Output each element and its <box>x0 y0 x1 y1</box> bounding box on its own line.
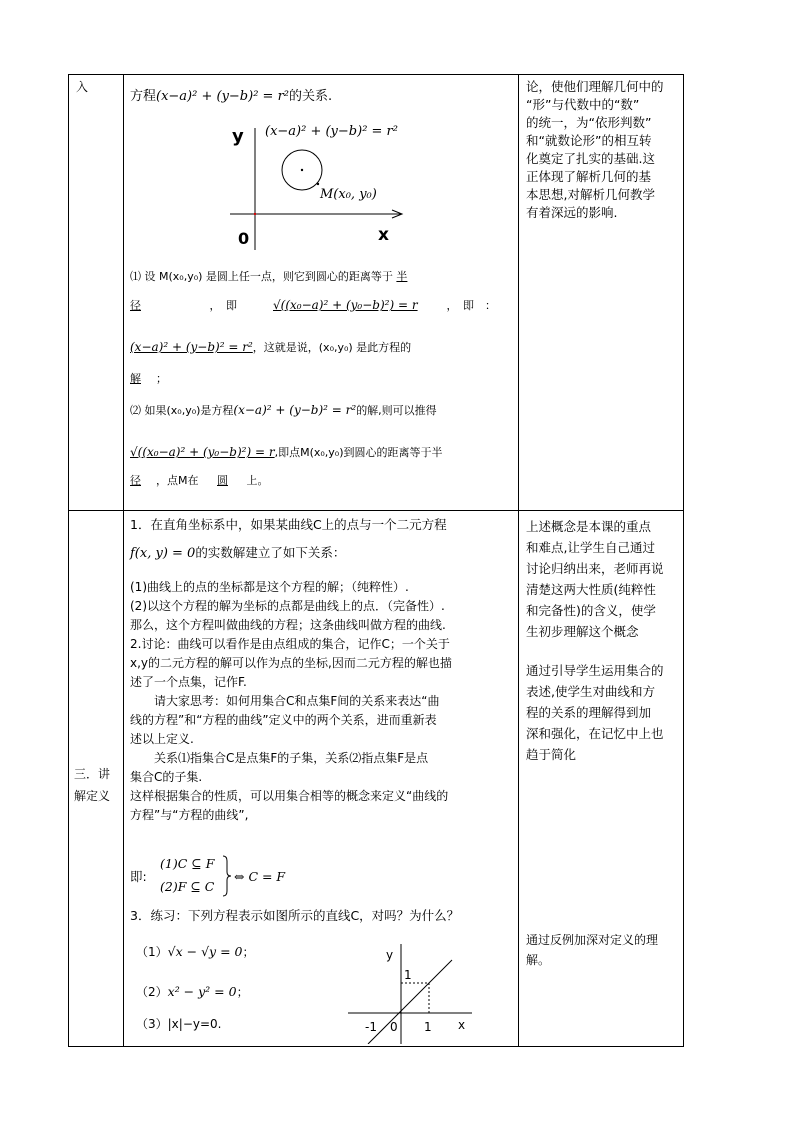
conditions-block <box>130 578 452 825</box>
p2-distance-eq: √((x₀−a)² + (y₀−b)²) = r <box>130 445 275 459</box>
row2-notes-c <box>526 930 658 970</box>
note-line: 通过引导学生运用集合的 <box>526 663 664 678</box>
definition-conclusion: 那么，这个方程叫做曲线的方程；这条曲线叫做方程的曲线. <box>130 618 446 632</box>
relation-line: 关系⑴指集合C是点集F的子集，关系⑵指点集F是点 <box>130 751 429 765</box>
set-relation-1: (1)C ⊆ F <box>160 856 215 871</box>
p2-text-b: 的解,则可以推得 <box>356 404 437 417</box>
p2-text-c: ,即点M(x₀,y₀)到圆心的距离等于半 <box>274 446 443 459</box>
ex2-end: ； <box>236 985 249 999</box>
note-line: 生初步理解这个概念 <box>526 624 639 639</box>
circle-equation: (x−a)² + (y−b)² = r² <box>156 89 289 104</box>
thinking-line: 述以上定义. <box>130 732 194 746</box>
note-line: 本思想,对解析几何教学 <box>526 187 655 202</box>
row-label: 入 <box>76 80 89 94</box>
s1-text-b: 的实数解建立了如下关系： <box>195 545 346 560</box>
row2-label <box>74 763 110 807</box>
note-line: 和难点,让学生自己通过 <box>526 540 655 555</box>
condition-purity: (1)曲线上的点的坐标都是这个方程的解；（纯粹性）. <box>130 580 409 594</box>
graph-one-x: 1 <box>424 1020 432 1034</box>
ex2-equation: x² − y² = 0 <box>167 984 237 999</box>
p2-text-f: 上。 <box>246 474 269 487</box>
intro-end: 的关系. <box>289 89 333 104</box>
graph-y-label: y <box>386 948 394 962</box>
note-line: 讨论归纳出来，老师再说 <box>526 561 664 576</box>
note-line: “形”与代数中的“数” <box>526 97 640 112</box>
p1-blank-radius: 半 <box>396 270 408 283</box>
note-line: 趋于简化 <box>526 747 577 762</box>
set-definition-line: 方程”与“方程的曲线”, <box>130 808 249 822</box>
fig-x-label: x <box>378 225 389 245</box>
graph-neg-one: -1 <box>365 1020 377 1034</box>
point-m <box>317 183 319 185</box>
note-line: 通过反例加深对定义的理 <box>526 933 659 947</box>
exercise-3: （3）|x|−y=0. <box>136 1017 222 1031</box>
intro-text: 方程 <box>130 89 157 104</box>
p1-text-e: ； <box>156 372 167 385</box>
fig-y-label: y <box>232 126 244 147</box>
note-line: 解。 <box>526 953 551 967</box>
note-line: 论，使他们理解几何中的 <box>526 79 664 94</box>
note-line: 表述,使学生对曲线和方 <box>526 684 655 699</box>
graph-zero: 0 <box>390 1020 398 1034</box>
set-result: ⇔ C = F <box>234 869 286 884</box>
row1-notes <box>526 78 664 222</box>
ex1-label: （1） <box>136 945 168 959</box>
set-relation-2: (2)F ⊆ C <box>160 879 215 894</box>
relation-line: 集合C的子集. <box>130 770 203 784</box>
s1-equation: f(x, y) = 0 <box>130 546 196 561</box>
note-line: 有着深远的影响. <box>526 205 618 220</box>
p2-line3 <box>130 472 269 490</box>
p1-line4 <box>130 370 167 388</box>
p2-blank-radius: 径 <box>130 474 141 487</box>
discussion-line: 2.讨论：曲线可以看作是由点组成的集合，记作C；一个关于 <box>130 637 450 651</box>
p2-line2 <box>130 443 442 462</box>
ex1-end: ； <box>242 945 255 959</box>
p1-blank-radius-2: 径 <box>130 299 141 312</box>
exercise-2 <box>136 983 249 1001</box>
p2-circle-eq: (x−a)² + (y−b)² = r² <box>233 403 357 417</box>
note-line: 清楚这两大性质(纯粹性 <box>526 582 656 597</box>
ex1-equation: √x − √y = 0 <box>167 944 243 959</box>
note-line: 正体现了解析几何的基 <box>526 169 652 184</box>
set-prefix: 即: <box>130 869 147 884</box>
note-line: 和完备性)的含义，使学 <box>526 603 656 618</box>
note-line: 和“就数论形”的相互转 <box>526 133 652 148</box>
row2-label-line1: 三．讲 <box>74 767 111 781</box>
circle-center <box>301 169 303 171</box>
p2-line1 <box>130 401 437 420</box>
fig-origin-label: 0 <box>238 229 250 248</box>
note-line: 程的关系的理解得到加 <box>526 705 652 720</box>
exercise-1 <box>136 943 255 961</box>
row2-notes-a <box>526 516 664 642</box>
row2-notes-b <box>526 660 664 765</box>
ex2-label: （2） <box>136 985 168 999</box>
graph-x-label: x <box>458 1018 466 1032</box>
condition-completeness: (2)以这个方程的解为坐标的点都是曲线上的点．（完备性）. <box>130 599 445 613</box>
p1-text-a: ⑴ 设 M(x₀,y₀) 是圆上任一点，则它到圆心的距离等于 <box>130 270 393 283</box>
origin-dot <box>254 213 256 215</box>
discussion-line: 述了一个点集，记作F. <box>130 675 247 689</box>
graph-one-y: 1 <box>404 968 412 982</box>
thinking-line: 请大家思考：如何用集合C和点集F间的关系来表达“曲 <box>130 694 440 708</box>
fig-circle-eq: (x−a)² + (y−b)² = r² <box>265 124 398 139</box>
p1-circle-eq: (x−a)² + (y−b)² = r² <box>130 340 253 354</box>
intro-line <box>130 88 332 106</box>
note-line: 的统一，为“依形判数” <box>526 115 652 130</box>
p2-blank-circle: 圆 <box>217 474 228 487</box>
p1-distance-eq: √((x₀−a)² + (y₀−b)²) = r <box>273 298 418 312</box>
p2-text-a: ⑵ 如果(x₀,y₀)是方程 <box>130 404 234 417</box>
p1-text-c: ， 即 ： <box>446 299 496 312</box>
discussion-line: x,y的二元方程的解可以作为点的坐标,因而二元方程的解也描 <box>130 656 452 670</box>
p2-text-e: ，点M在 <box>156 474 199 487</box>
right-brace-icon <box>222 855 232 897</box>
set-definition-line: 这样根据集合的性质，可以用集合相等的概念来定义“曲线的 <box>130 789 449 803</box>
row2-label-line2: 解定义 <box>74 789 111 803</box>
note-line: 上述概念是本课的重点 <box>526 519 652 534</box>
exercise-title: 3．练习：下列方程表示如图所示的直线C，对吗？为什么？ <box>130 908 460 923</box>
p1-text-d: ，这就是说，(x₀,y₀) 是此方程的 <box>252 341 412 354</box>
s1-line2 <box>130 544 345 563</box>
thinking-line: 线的方程”和“方程的曲线”定义中的两个关系，进而重新表 <box>130 713 437 727</box>
s1-line1: 1．在直角坐标系中，如果某曲线C上的点与一个二元方程 <box>130 517 447 532</box>
p1-line2 <box>130 296 496 315</box>
fig-point-label: M(x₀, y₀) <box>320 187 377 202</box>
note-line: 深和强化，在记忆中上也 <box>526 726 664 741</box>
p1-blank-solution: 解 <box>130 372 141 385</box>
p1-text-b: ， 即 <box>209 299 237 312</box>
note-line: 化奠定了扎实的基础.这 <box>526 151 655 166</box>
p1-line3 <box>130 338 411 357</box>
p1-line1 <box>130 268 407 286</box>
